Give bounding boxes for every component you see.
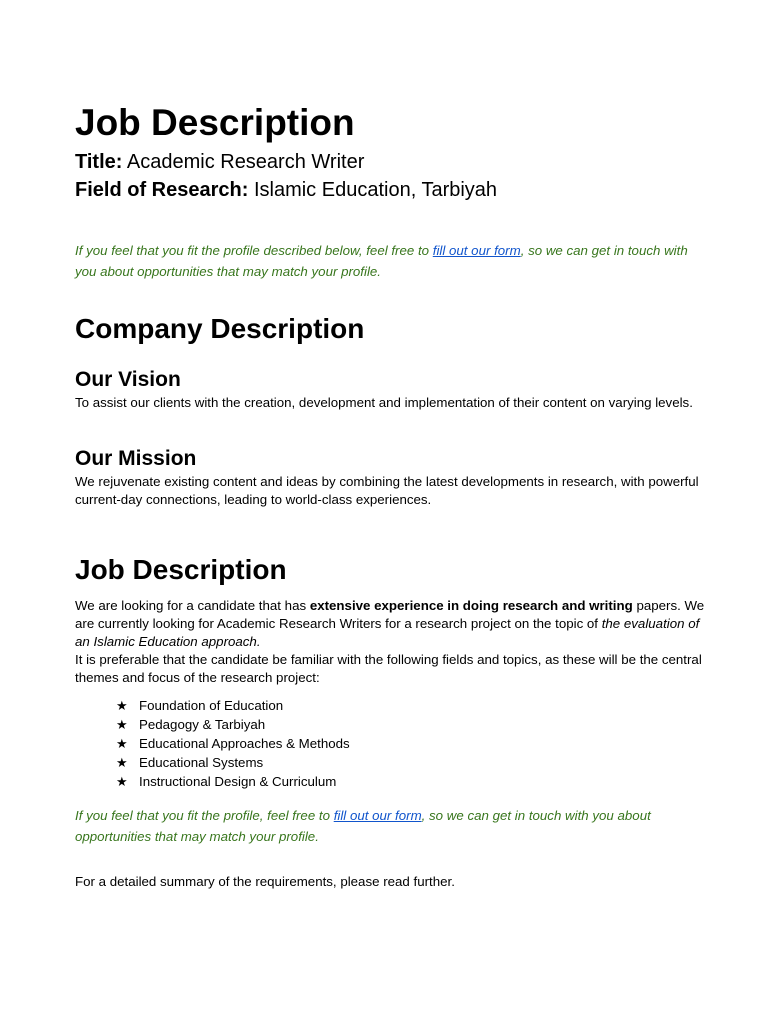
topic-label: Educational Approaches & Methods: [139, 736, 350, 751]
mission-text: We rejuvenate existing content and ideas by combining the latest developments in research, with powerful current-day connections, leading to world-class experiences.: [75, 474, 699, 507]
list-item: [116, 773, 350, 792]
list-item: [116, 754, 350, 773]
job-description-text: [75, 597, 705, 687]
callout-top-text-after: , so we can get in touch with you about opportunities that may match your profile.: [75, 243, 688, 279]
callout-bottom: [75, 805, 705, 847]
star-icon: ★: [116, 756, 128, 771]
company-description-heading: Company Description: [75, 313, 365, 344]
summary-text: For a detailed summary of the requirements, please read further.: [75, 874, 455, 889]
callout-top: [75, 240, 705, 282]
research-field-label: Field of Research:: [75, 179, 249, 201]
list-item: [116, 697, 350, 716]
research-field-value: Islamic Education, Tarbiyah: [253, 179, 498, 201]
topic-label: Educational Systems: [139, 755, 264, 770]
job-text-part-1: We are looking for a candidate that has: [75, 598, 310, 613]
vision-text: To assist our clients with the creation, development and implementation of their content on varying levels.: [75, 395, 693, 410]
topic-label: Foundation of Education: [139, 698, 284, 713]
list-item: [116, 735, 350, 754]
callout-top-text-before: If you feel that you fit the profile described below, feel free to: [75, 243, 433, 258]
star-icon: ★: [116, 718, 128, 733]
list-item: [116, 716, 350, 735]
page-title: Job Description: [75, 102, 355, 143]
job-description-heading: Job Description: [75, 554, 287, 585]
job-text-part-3: It is preferable that the candidate be familiar with the following fields and topics, as these will be the central themes and focus of the research project:: [75, 652, 702, 685]
callout-bottom-text-after: , so we can get in touch with you about opportunities that may match your profile.: [75, 808, 651, 844]
job-title-label: Title:: [75, 151, 123, 173]
job-text-part-2: papers. We are currently looking for Academic Research Writers for a research project on the topic of: [75, 598, 705, 631]
job-title-value: Academic Research Writer: [126, 151, 365, 173]
vision-heading: Our Vision: [75, 368, 181, 391]
fill-out-form-link-top[interactable]: fill out our form: [432, 243, 521, 258]
research-field-line: [75, 177, 497, 203]
star-icon: ★: [116, 699, 128, 714]
topics-list: [116, 697, 350, 792]
fill-out-form-link-bottom[interactable]: fill out our form: [333, 808, 422, 823]
topic-label: Pedagogy & Tarbiyah: [139, 717, 266, 732]
mission-heading: Our Mission: [75, 447, 197, 470]
job-text-topic: the evaluation of an Islamic Education approach.: [75, 616, 700, 649]
callout-bottom-text-before: If you feel that you fit the profile, feel free to: [75, 808, 334, 823]
topic-label: Instructional Design & Curriculum: [139, 774, 337, 789]
star-icon: ★: [116, 737, 128, 752]
job-title-line: [75, 149, 364, 175]
job-text-emphasis: extensive experience in doing research and writing: [309, 598, 633, 613]
star-icon: ★: [116, 775, 128, 790]
